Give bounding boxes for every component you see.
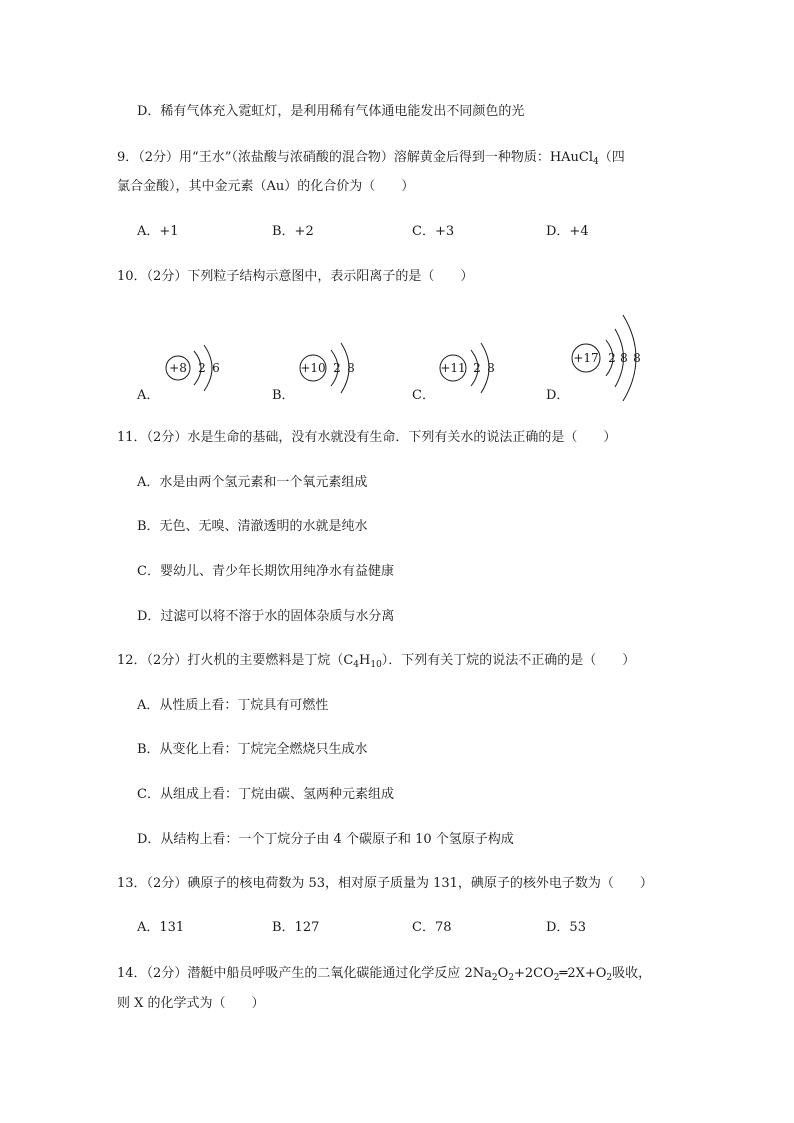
q14-stem-line1: 14．（2分）潜艇中船员呼吸产生的二氧化碳能通过化学反应 $2Na_2O_2+2CO_2═2X+O_2$吸收， (117, 966, 652, 983)
q10-option-c: C． (412, 388, 435, 403)
q10-d-shell-1: 2 (608, 351, 616, 365)
q11-option-a: A．水是由两个氢元素和一个氧元素组成 (137, 475, 368, 490)
q10-stem: 10．（2分）下列粒子结构示意图中，表示阳离子的是（ ） (117, 269, 474, 284)
q10-option-b: B． (272, 388, 295, 403)
q11-option-c: C．婴幼儿、青少年长期饮用纯净水有益健康 (137, 564, 394, 579)
q9-stem-line1: 9．（2分）用“王水”（浓盐酸与浓硝酸的混合物）溶解黄金后得到一种物质：HAuCl$_4$（四 (117, 150, 625, 167)
q10-c-shell-1: 2 (473, 361, 481, 375)
q12-option-c: C．从组成上看：丁烷由碳、氢两种元素组成 (137, 787, 394, 802)
q9-option-c: C．+3 (412, 224, 455, 239)
q11-stem: 11．（2分）水是生命的基础，没有水就没有生命．下列有关水的说法正确的是（ ） (117, 430, 617, 445)
q12-option-b: B．从变化上看：丁烷完全燃烧只生成水 (137, 742, 368, 757)
q11-option-b: B．无色、无嗅、清澈透明的水就是纯水 (137, 519, 368, 534)
q13-stem: 13．（2分）碘原子的核电荷数为 53，相对原子质量为 131，碘原子的核外电子数为（ ） (117, 876, 653, 891)
q10-atom-diagram-c (433, 327, 513, 407)
q9-option-b: B．+2 (272, 224, 314, 239)
q13-option-b: B．127 (272, 920, 320, 935)
q10-d-shell-2: 8 (620, 351, 628, 365)
q10-b-shell-2: 8 (347, 361, 355, 375)
q8-option-d: D．稀有气体充入霓虹灯，是利用稀有气体通电能发出不同颜色的光 (137, 104, 525, 119)
q10-c-nucleus: +11 (440, 361, 466, 375)
q10-a-nucleus: +8 (169, 361, 187, 375)
q10-atom-diagram-a (158, 327, 238, 407)
q13-option-c: C．78 (412, 920, 452, 935)
q10-a-shell-2: 6 (212, 361, 220, 375)
q12-option-a: A．从性质上看：丁烷具有可燃性 (137, 698, 329, 713)
q10-option-d: D． (546, 388, 570, 403)
q11-option-d: D．过滤可以将不溶于水的固体杂质与水分离 (137, 609, 395, 624)
q12-stem: 12．（2分）打火机的主要燃料是丁烷$(C_4H_{10})$．下列有关丁烷的说法不正确的是（ ） (117, 653, 636, 670)
q10-d-shell-3: 8 (633, 351, 641, 365)
q9-option-d: D．+4 (546, 224, 589, 239)
q10-atom-diagram-b (293, 327, 373, 407)
q9-stem-line2: 氯合金酸），其中金元素（Au）的化合价为（ ） (117, 179, 415, 194)
q10-a-shell-1: 2 (198, 361, 206, 375)
q13-option-a: A．131 (137, 920, 185, 935)
q10-b-nucleus: +10 (300, 361, 326, 375)
q10-atom-diagram-d (565, 307, 665, 411)
q10-c-shell-2: 8 (487, 361, 495, 375)
q9-option-a: A．+1 (137, 224, 179, 239)
q13-option-d: D．53 (546, 920, 586, 935)
q12-option-d: D．从结构上看：一个丁烷分子由 4 个碳原子和 10 个氢原子构成 (137, 832, 514, 847)
q10-option-a: A． (137, 388, 160, 403)
q10-d-nucleus: +17 (573, 351, 599, 365)
q10-b-shell-1: 2 (333, 361, 341, 375)
q14-stem-line2: 则 X 的化学式为（ ） (117, 996, 265, 1011)
